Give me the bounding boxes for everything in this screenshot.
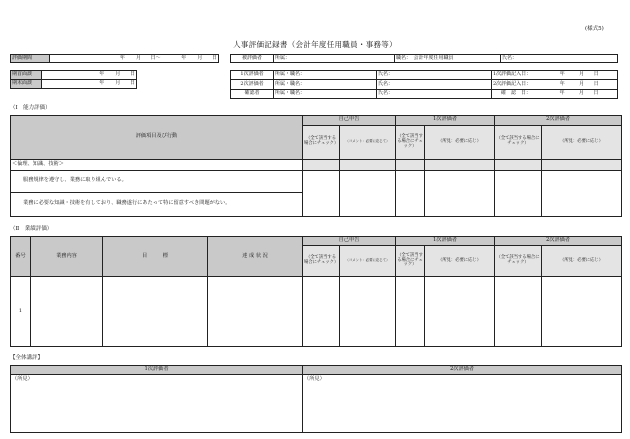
evaluator-year: 年 (559, 89, 565, 96)
evaluatee-position[interactable]: 職名： 会計年度任用職員 (395, 55, 501, 63)
self-header: 自己申告 (303, 116, 396, 126)
interview-year: 年 (99, 71, 105, 78)
evaluator-dept[interactable]: 所属・職名： (274, 71, 377, 80)
period-start[interactable] (50, 55, 219, 63)
self-comment-cell[interactable] (340, 170, 396, 216)
second-check-cell[interactable] (495, 159, 542, 170)
self-check-cell[interactable] (303, 170, 340, 216)
evaluatee-table (230, 54, 618, 63)
evaluator-date-label: 1次評価記入日： (493, 71, 532, 78)
first-comment-cell[interactable] (425, 159, 495, 170)
self-comment-cell[interactable] (340, 277, 396, 347)
second-check-header: （全て該当する場合にチェック） (495, 125, 542, 159)
no-header: 番号 (11, 237, 31, 277)
interview-month: 月 (115, 71, 121, 78)
evaluator-day: 日 (593, 89, 599, 96)
status-header: 達 成 状 況 (208, 237, 303, 277)
category-label: ＜倫理、知識、技術＞ (11, 159, 303, 170)
task-cell[interactable] (31, 277, 103, 347)
evaluators-table (230, 70, 618, 99)
interview-label: 期末面談 (11, 80, 42, 89)
evaluator-month: 月 (579, 80, 585, 87)
period-start-month: 月 (136, 54, 142, 61)
evaluator-name[interactable]: 氏名： (377, 80, 492, 89)
period-start-day: 日～ (150, 54, 161, 61)
self-comment-cell[interactable] (340, 159, 396, 170)
period-end-month: 月 (197, 54, 203, 61)
ability-row (11, 170, 622, 192)
evaluator-day: 日 (593, 71, 599, 78)
first-check-cell[interactable] (396, 159, 425, 170)
evaluator-date[interactable] (492, 71, 618, 80)
evaluator-role: 確認者 (231, 89, 274, 98)
interview-label: 期首面談 (11, 71, 42, 80)
second-comment-header: （所見：必要に応じ） (542, 246, 622, 277)
evaluator-year: 年 (559, 80, 565, 87)
task-header: 業務内容 (31, 237, 103, 277)
first-comment-header: （所見：必要に応じ） (425, 246, 495, 277)
evaluator-dept[interactable]: 所属・職名： (274, 89, 377, 98)
evaluatee-dept[interactable]: 所属： (274, 55, 395, 63)
evaluator-name[interactable]: 氏名： (377, 71, 492, 80)
period-start-year: 年 (119, 54, 125, 61)
evaluator-date[interactable] (492, 89, 618, 98)
overall-second-note: （所見） (304, 376, 325, 382)
section1-heading: （Ⅰ 能力評価） (10, 105, 51, 111)
performance-row (11, 277, 622, 347)
first-check-header: （全て該当する場合にチェック） (396, 246, 425, 277)
performance-table (10, 236, 622, 347)
interview-date[interactable] (42, 80, 137, 89)
overall-first-header: 1次評価者 (11, 366, 303, 375)
ability-table (10, 115, 622, 217)
self-check-header: （全て該当する場合にチェック） (303, 125, 340, 159)
evaluator-month: 月 (578, 89, 584, 96)
goal-header: 目 標 (103, 237, 208, 277)
second-comment-cell[interactable] (542, 170, 622, 216)
period-table (10, 54, 219, 63)
interview-day: 日 (129, 80, 135, 87)
self-check-header: （全て該当する場合にチェック） (303, 246, 340, 277)
overall-second-comment[interactable] (303, 375, 622, 433)
interview-row (11, 80, 137, 89)
evaluator-name[interactable]: 氏名： (377, 89, 492, 98)
first-evaluator-header: 1次評価者 (396, 116, 495, 126)
first-comment-header: （所見：必要に応じ） (425, 125, 495, 159)
second-check-cell[interactable] (495, 170, 542, 216)
form-number: (様式5) (585, 26, 604, 32)
overall-second-header: 2次評価者 (303, 366, 622, 375)
row-number: 1 (11, 277, 31, 347)
period-end-year: 年 (181, 54, 187, 61)
interview-day: 日 (129, 71, 135, 78)
evaluator-day: 日 (593, 80, 599, 87)
evaluatee-name[interactable]: 氏名： (501, 55, 618, 63)
evaluator-role: 1次評価者 (231, 71, 274, 80)
evaluatee-label: 被評価者 (231, 55, 274, 63)
interview-date[interactable] (42, 71, 137, 80)
first-comment-cell[interactable] (425, 170, 495, 216)
evaluator-dept[interactable]: 所属・職名： (274, 80, 377, 89)
second-comment-cell[interactable] (542, 159, 622, 170)
self-check-cell[interactable] (303, 159, 340, 170)
evaluator-row (231, 80, 618, 89)
first-check-header: （全て該当する場合にチェック） (396, 125, 425, 159)
evaluator-date-label: 2次評価記入日： (493, 80, 532, 87)
status-cell[interactable] (208, 277, 303, 347)
second-evaluator-header: 2次評価者 (495, 237, 622, 246)
overall-table (10, 365, 622, 433)
interview-row (11, 71, 137, 80)
page-title: 人事評価記録書（会計年度任用職員・事務等） (233, 40, 397, 49)
second-comment-cell[interactable] (542, 277, 622, 347)
evaluator-row (231, 71, 618, 80)
first-check-cell[interactable] (396, 277, 425, 347)
evaluator-row (231, 89, 618, 98)
items-header: 評価項目及び行動 (11, 116, 303, 160)
self-comment-header: （コメント：必要に応じて） (340, 246, 396, 277)
overall-heading: 【全体講評】 (10, 355, 44, 361)
evaluator-date[interactable] (492, 80, 618, 89)
overall-first-note: （所見） (12, 376, 33, 382)
second-evaluator-header: 2次評価者 (495, 116, 622, 126)
first-evaluator-header: 1次評価者 (396, 237, 495, 246)
period-label: 評価期間 (11, 55, 50, 63)
evaluator-role: 2次評価者 (231, 80, 274, 89)
self-header: 自己申告 (303, 237, 396, 246)
second-check-header: （全て該当する場合にチェック） (495, 246, 542, 277)
first-check-cell[interactable] (396, 170, 425, 216)
overall-first-comment[interactable] (11, 375, 303, 433)
period-end-day: 日 (211, 54, 217, 61)
first-comment-cell[interactable] (425, 277, 495, 347)
ability-item: 業務に必要な知識・技術を有しており、職務遂行にあたって特に留意すべき問題がない。 (11, 192, 303, 216)
evaluator-date-label: 確 認 日： (500, 89, 531, 96)
second-check-cell[interactable] (495, 277, 542, 347)
goal-cell[interactable] (103, 277, 208, 347)
self-comment-header: （コメント：必要に応じて） (340, 125, 396, 159)
self-check-cell[interactable] (303, 277, 340, 347)
interview-year: 年 (99, 80, 105, 87)
evaluator-year: 年 (559, 71, 565, 78)
section2-heading: （Ⅱ 業績評価） (10, 226, 53, 232)
evaluator-month: 月 (579, 71, 585, 78)
second-comment-header: （所見：必要に応じ） (542, 125, 622, 159)
ability-item: 服務規律を遵守し、業務に取り組んでいる。 (11, 170, 303, 192)
interview-table (10, 70, 137, 89)
interview-month: 月 (115, 80, 121, 87)
